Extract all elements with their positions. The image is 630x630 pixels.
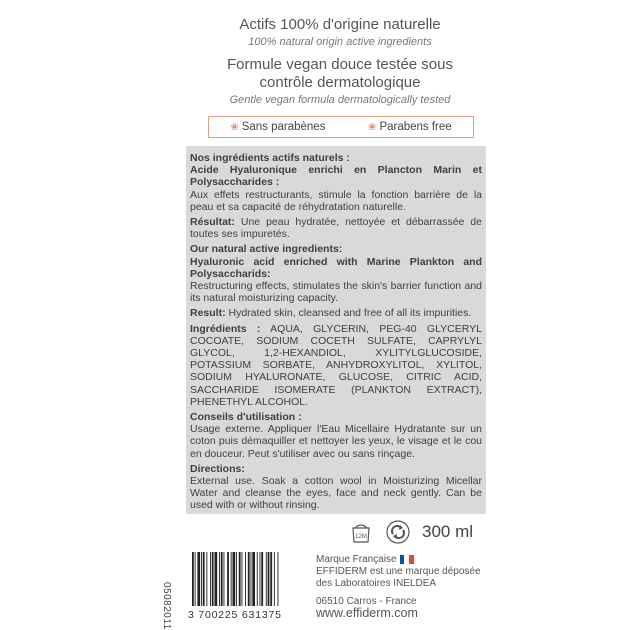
en-active-title: Hyaluronic acid enriched with Marine Plankton and Polysaccharids:: [190, 255, 482, 280]
fr-active-title: Acide Hyaluronique enrichi en Plancton Marin et Polysaccharides :: [190, 164, 482, 189]
pao-jar-icon: [350, 522, 372, 544]
barcode-bar: [210, 552, 211, 606]
en-result-text: Hydrated skin, cleansed and free of all its impurities.: [225, 307, 472, 320]
barcode-bar: [268, 552, 270, 606]
en-result-label: Result:: [190, 307, 226, 320]
paraben-badges: [208, 116, 474, 138]
barcode-bar: [257, 552, 258, 606]
barcode-bar: [227, 552, 229, 606]
barcode-bar: [260, 552, 261, 606]
barcode-bar: [278, 552, 279, 606]
ingredients-label: Ingrédients :: [190, 322, 261, 335]
barcode: [186, 550, 306, 620]
badge-en: [368, 121, 452, 133]
barcode-bars: [192, 552, 278, 606]
french-flag-icon: [400, 555, 414, 564]
website: www.effiderm.com: [316, 606, 418, 620]
header-line2-en: Gentle vegan formula dermatologically tested: [229, 94, 451, 106]
leaf-icon: ❀: [230, 121, 239, 133]
volume: 300 ml: [422, 522, 474, 541]
brand-line2: des Laboratoires INELDEA: [316, 578, 437, 589]
barcode-bar: [219, 552, 220, 606]
fr-result-label: Résultat:: [190, 216, 235, 229]
fr-active-text: Aux effets restructurants, stimule la fonction barrière de la peau et sa capacité de réhydratation naturelle.: [190, 188, 482, 213]
ingredients-panel: [186, 146, 486, 514]
product-label: [161, 8, 494, 630]
barcode-bar: [252, 552, 255, 606]
barcode-bar: [266, 552, 267, 606]
ingredients: [190, 323, 482, 408]
fr-result: [190, 216, 482, 240]
barcode-bar: [231, 552, 232, 606]
en-active-text: Restructuring effects, stimulates the skin's barrier function and its natural moisturizing capacity.: [190, 280, 482, 305]
header-line2a: Formule vegan douce testée sous: [227, 56, 453, 73]
barcode-bar: [224, 552, 225, 606]
barcode-bar: [236, 552, 237, 606]
leaf-icon: ❀: [368, 121, 377, 133]
barcode-bar: [195, 552, 196, 606]
triman-recycle-icon: [386, 520, 410, 544]
brand-line1: EFFIDERM est une marque déposée: [316, 566, 481, 577]
barcode-bar: [270, 552, 272, 606]
en-result: [190, 307, 482, 319]
badge-fr: [230, 121, 325, 133]
pao-label: 12M: [355, 534, 367, 540]
brand-fr-line: [316, 554, 494, 566]
en-title: Our natural active ingredients:: [190, 243, 343, 256]
barcode-bar: [215, 552, 218, 606]
directions-text: External use. Soak a cotton wool in Moisturizing Micellar Water and cleanse the eyes, face and neck gently. Can be used with or without rinsing.: [190, 475, 482, 512]
header-line1-en: 100% natural origin active ingredients: [248, 36, 432, 48]
barcode-bar: [251, 552, 252, 606]
barcode-bar: [206, 552, 207, 606]
brand-fr: Marque Française: [316, 554, 397, 565]
barcode-bar: [212, 552, 214, 606]
footer-icons: [350, 516, 490, 548]
barcode-bar: [201, 552, 202, 606]
barcode-bar: [192, 552, 194, 606]
directions-title: Directions:: [190, 462, 245, 475]
brand-address: [316, 554, 494, 608]
barcode-bar: [245, 552, 246, 606]
barcode-bar: [248, 552, 250, 606]
badge-fr-label: Sans parabènes: [241, 121, 326, 133]
barcode-bar: [242, 552, 243, 606]
barcode-bar: [221, 552, 223, 606]
address: 06510 Carros - France: [316, 596, 417, 607]
header-line2b: contrôle dermatologique: [259, 74, 421, 91]
ingredients-text: AQUA, GLYCERIN, PEG-40 GLYCERYL COCOATE, SODIUM COCETH SULFATE, CAPRYLYL GLYCOL, 1,2-HEXANDIOL, XYLITYLGLUCOSIDE, POTASSIUM SORBATE, ANHYDROXYLITOL, XYLITOL, SODIUM HYALURONATE, GLUCOSE, CITRIC ACID, SACCHARIDE ISOMERATE (PLANKTON EXTRACT), PHENETHYL ALCOHOL.: [190, 322, 482, 408]
barcode-number: 3 700225 631375: [188, 609, 282, 620]
barcode-bar: [197, 552, 200, 606]
barcode-bar: [261, 552, 263, 606]
barcode-bar: [239, 552, 241, 606]
header-line1: Actifs 100% d'origine naturelle: [239, 16, 441, 33]
vertical-code: 05082011: [161, 582, 172, 630]
barcode-bar: [233, 552, 236, 606]
conseils-text: Usage externe. Appliquer l'Eau Micellaire Hydratante sur un coton puis démaquiller et nettoyer les yeux, le visage et le cou en douceur. Peut s'utiliser avec ou sans rinçage.: [190, 423, 482, 460]
barcode-bar: [203, 552, 205, 606]
barcode-bar: [274, 552, 275, 606]
fr-result-text: Une peau hydratée, nettoyée et débarrassée de toutes ses impuretés.: [190, 216, 482, 241]
conseils-title: Conseils d'utilisation :: [190, 411, 302, 424]
badge-en-label: Parabens free: [379, 121, 452, 133]
fr-title: Nos ingrédients actifs naturels :: [190, 152, 350, 164]
